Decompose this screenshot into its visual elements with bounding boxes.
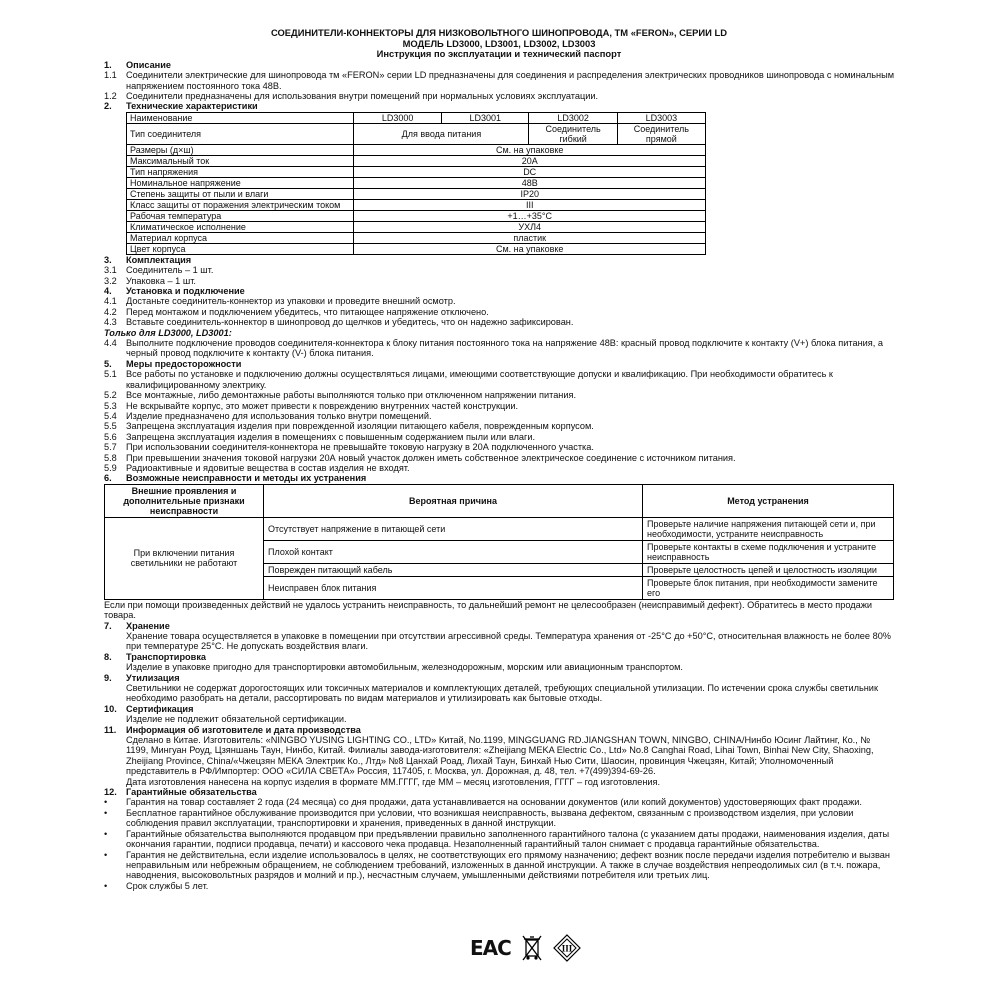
svg-text:III: III (561, 943, 573, 954)
list-item: 3.1 Соединитель – 1 шт. (104, 265, 214, 276)
certification-marks (470, 934, 581, 962)
table-row: Класс защиты от поражения электрическим током III (127, 199, 706, 210)
list-item: 5.6 Запрещена эксплуатация изделия в помещениях с повышенным содержанием пыли или влаги. (104, 431, 536, 442)
table-row: Цвет корпуса См. на упаковке (127, 243, 706, 254)
crossed-bin-icon (521, 934, 543, 962)
list-item: 1.1 Соединители электрические для шинопровода тм «FERON» серии LD предназначены для соединения и распределения электрических проводников шинопровода с номинальным напряжением постоянного тока 48В. (104, 70, 895, 91)
table-row: Плохой контакт Проверьте контакты в схеме подключения и устраните неисправность (105, 540, 894, 563)
list-item: 5.4 Изделие предназначено для использования только внутри помещений. (104, 410, 432, 421)
table-row: Степень защиты от пыли и влаги IP20 (127, 188, 706, 199)
table-row: Неисправен блок питания Проверьте блок питания, при необходимости замените его (105, 576, 894, 599)
list-item: 5.2 Все монтажные, либо демонтажные работы выполняются только при отключенном напряжении питания. (104, 390, 577, 401)
list-item: • Гарантия не действительна, если изделие использовалось в целях, не соответствующих его прямому назначению; дефект возник после передачи изделия потребителю и вызван неправильным или небрежным обращением, не соблюдением требований, изложенных в данной инструкции. А также в случае воздействия непреодолимых сил (в т.ч. пожара, наводнения, высоковольтных разрядов и молний и пр.), несчастным случаем, умышленными действиями потребителя или третьих лиц. (104, 850, 894, 881)
section-12-heading: 12. Гарантийные обязательства (104, 787, 257, 798)
doc-title-line2: МОДЕЛЬ LD3000, LD3001, LD3002, LD3003 (402, 37, 596, 49)
list-item: 5.5 Запрещена эксплуатация изделия при поврежденной изоляции питающего кабеля, поврежденным корпусом. (104, 421, 594, 432)
eac-mark-icon: EAC (470, 936, 511, 960)
section-8-text: Изделие в упаковке пригодно для транспортировки автомобильным, железнодорожным, морским или авиационным транспортом. (126, 662, 683, 673)
list-item: 5.8 При превышении значения токовой нагрузки 20А новый участок должен иметь собственное электрическое соединение с источником питания. (104, 452, 736, 463)
section-7-heading: 7. Хранение (104, 620, 170, 631)
list-item: • Бесплатное гарантийное обслуживание производится при условии, что возникшая неисправность, вызвана дефектом, связанным с производством изделия, при условии соблюдения правил эксплуатации, транспортировки и хранения, приведенных в данной инструкции. (104, 808, 894, 829)
section-6-heading: 6. Возможные неисправности и методы их устранения (104, 473, 367, 484)
section-3-heading: 3. Комплектация (104, 254, 192, 265)
table-header-row: Внешние проявления и дополнительные признаки неисправности Вероятная причина Метод устранения (105, 484, 894, 517)
table-row: Рабочая температура +1…+35°С (127, 210, 706, 221)
list-item: 5.3 Не вскрывайте корпус, это может привести к повреждению внутренних частей конструкции. (104, 400, 519, 411)
doc-title-line3: Инструкция по эксплуатации и технический паспорт (376, 48, 622, 60)
list-item: • Срок службы 5 лет. (104, 881, 894, 891)
table-row: Материал корпуса пластик (127, 232, 706, 243)
table-row: Поврежден питающий кабель Проверьте целостность цепей и целостность изоляции (105, 563, 894, 576)
list-item: 4.4 Выполните подключение проводов соединителя-коннектора к блоку питания постоянного тока на напряжение 48В: красный провод подключите к контакту (V+) блока питания, а черный провод подключите к контакту (V-) блока питания. (104, 338, 883, 359)
section-10-heading: 10. Сертификация (104, 703, 194, 714)
list-item: 5.1 Все работы по установке и подключению должны осуществляться лицами, имеющими соответствующие допуски и квалификацию. При необходимости обратитесь к квалифицированному электрику. (104, 369, 833, 390)
list-item: 4.1 Достаньте соединитель-коннектор из упаковки и проведите внешний осмотр. (104, 296, 456, 307)
section-7-text: Хранение товара осуществляется в упаковке в помещении при отсутствии агрессивной среды. Температура хранения от -25°С до +50°С, относительная влажность не более 80% при температуре 25°С. Не допускать воздействия влаги. (126, 630, 891, 652)
section-8-heading: 8. Транспортировка (104, 651, 207, 662)
protection-class-3-icon (553, 934, 581, 962)
table-row: Климатическое исполнение УХЛ4 (127, 221, 706, 232)
section-2-heading: 2. Технические характеристики (104, 101, 258, 112)
list-item: 5.7 При использовании соединителя-коннектора не превышайте токовую нагрузку в 20А подключенного участка. (104, 442, 594, 453)
section-1-heading: 1. Описание (104, 59, 171, 70)
list-item: 3.2 Упаковка – 1 шт. (104, 275, 196, 286)
table-row: Тип напряжения DC (127, 166, 706, 177)
list-item: 4.2 Перед монтажом и подключением убедитесь, что питающее напряжение отключено. (104, 306, 489, 317)
table-row: Тип соединителя Для ввода питания Соединитель гибкий Соединитель прямой (127, 123, 706, 144)
table-row: Номинальное напряжение 48В (127, 177, 706, 188)
table-row: Размеры (д×ш) См. на упаковке (127, 144, 706, 155)
list-item: 1.2 Соединители предназначены для использования внутри помещений при нормальных условиях эксплуатации. (104, 91, 599, 101)
manufacturer-info: Сделано в Китае. Изготовитель: «NINGBO YUSING LIGHTING CO., LTD» Китай, No.1199, MINGGUANG RD.JIANGSHAN TOWN, NINGBO, CHINA/Нинбо Юсинг Лайтинг, Ко., № 1199, Мингуан Роуд, Цзяншань Таун, Нинбо, Китай. Филиалы завода-изготовителя: «Zheijiang MEKA Electric Co., Ltd» No.8 Canghai Road, Lihai Town, Binhai New City, Shaoxing, Zheijiang Province, China/«Чжецзян МЕКА Электрик Ко., Лтд» №8 Цанхай Роад, Лихай Таун, Бинхай Нью Сити, Шаосин, провинция Чжецзян, Китай; Уполномоченный представитель в РФ/Импортер: ООО «СИЛА СВЕТА» Россия, 117405, г. Москва, ул. Дорожная, д. 48, тел. +7(499)394-69-26. (126, 735, 874, 777)
section-11-heading: 11. Информация об изготовителе и дата производства (104, 724, 361, 735)
only-for-models-label: Только для LD3000, LD3001: (104, 327, 232, 338)
specs-table (126, 112, 706, 255)
repair-note: Если при помощи произведенных действий не удалось устранить неисправность, то дальнейший ремонт не целесообразен (неисправимый дефект). Обратитесь в место продажи товара. (104, 599, 872, 621)
table-row: Наименование LD3000 LD3001 LD3002 LD3003 (127, 112, 706, 123)
list-item: • Гарантийные обязательства выполняются продавцом при предъявлении правильно заполненного гарантийного талона (с указанием даты продажи, наименования изделия, даты окончания гарантии, подписи продавца, печати) и кассового чека продавца. Незаполненный гарантийный талон снимает с продавца гарантийные обязательства. (104, 829, 894, 850)
section-9-heading: 9. Утилизация (104, 672, 180, 683)
list-item: 4.3 Вставьте соединитель-коннектор в шинопровод до щелчков и убедитесь, что он надежно зафиксирован. (104, 317, 574, 328)
troubleshooting-table (104, 484, 894, 600)
section-10-text: Изделие не подлежит обязательной сертификации. (126, 714, 347, 725)
document-page (104, 28, 894, 891)
list-item: • Гарантия на товар составляет 2 года (24 месяца) со дня продажи, дата устанавливается на основании документов (или копий документов) удостоверяющих факт продажи. (104, 797, 894, 807)
section-4-heading: 4. Установка и подключение (104, 286, 245, 297)
table-row: При включении питания светильники не работают Отсутствует напряжение в питающей сети Проверьте наличие напряжения питающей сети и, при необходимости, устраните неисправность (105, 517, 894, 540)
table-row: Максимальный ток 20А (127, 155, 706, 166)
list-item: 5.9 Радиоактивные и ядовитые вещества в состав изделия не входят. (104, 462, 410, 473)
production-date-info: Дата изготовления нанесена на корпус изделия в формате ММ.ГГГГ, где ММ – месяц изготовления, ГГГГ – год изготовления. (126, 776, 661, 787)
doc-title-line1: СОЕДИНИТЕЛИ-КОННЕКТОРЫ ДЛЯ НИЗКОВОЛЬТНОГО ШИНОПРОВОДА, ТМ «FERON», СЕРИИ LD (270, 27, 728, 38)
section-5-heading: 5. Меры предосторожности (104, 358, 242, 369)
section-9-text: Светильники не содержат дорогостоящих или токсичных материалов и комплектующих деталей, требующих специальной утилизации. По истечении срока службы светильник необходимо разобрать на детали, рассортировать по видам материалов и утилизировать как бытовые отходы. (126, 683, 878, 704)
